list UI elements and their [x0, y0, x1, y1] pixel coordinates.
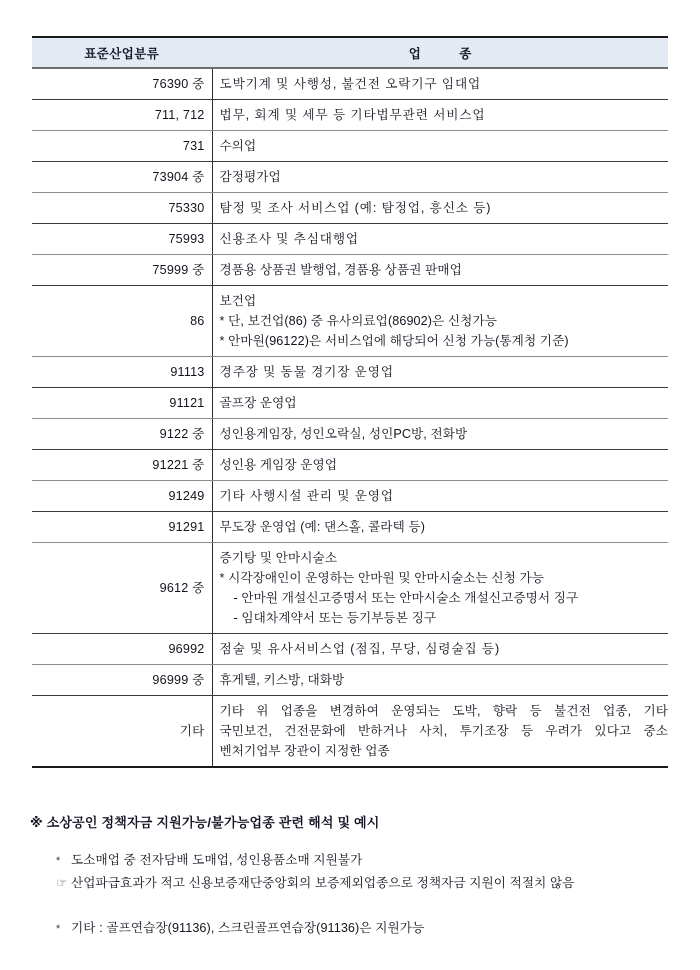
cell-industry-code: 91291: [32, 512, 212, 543]
cell-industry-name: [212, 162, 668, 193]
table-row: [32, 68, 668, 100]
footnote-text: 산업파급효과가 적고 신용보증재단중앙회의 보증제외업종으로 정책자금 지원이 적절치 않음: [71, 876, 575, 890]
table-row: [32, 193, 668, 224]
footnote-item: [30, 917, 680, 936]
industry-name-line: 무도장 운영업 (예: 댄스홀, 콜라텍 등): [219, 520, 425, 534]
cell-industry-name: [212, 543, 668, 634]
cell-industry-name: [212, 224, 668, 255]
industry-name-line: 신용조사 및 추심대행업: [219, 232, 359, 246]
table-row: [32, 255, 668, 286]
table-header: [32, 37, 668, 68]
footnotes-list: [30, 849, 680, 936]
table-row: [32, 100, 668, 131]
cell-industry-name: [212, 388, 668, 419]
industry-name-line: 증기탕 및 안마시술소: [219, 551, 338, 565]
industry-name-line: 국민보건, 건전문화에 반하거나 사치, 투기조장 등 우려가 있다고 중소: [219, 724, 668, 738]
cell-industry-code: 91221 중: [32, 450, 212, 481]
footnote-item: [30, 849, 680, 868]
column-header-name: [212, 37, 668, 68]
table-row: [32, 419, 668, 450]
cell-industry-code: 75993: [32, 224, 212, 255]
industry-code-table-wrapper: [32, 36, 668, 768]
industry-name-line: 기타 사행시설 관리 및 운영업: [219, 489, 394, 503]
table-header-row: [32, 37, 668, 68]
table-row: [32, 131, 668, 162]
industry-name-line: 휴게텔, 키스방, 대화방: [219, 673, 345, 687]
industry-name-line: 탐정 및 조사 서비스업 (예: 탐정업, 흥신소 등): [219, 201, 492, 215]
table-row: [32, 388, 668, 419]
industry-name-line: 보건업: [219, 294, 257, 308]
table-row: [32, 450, 668, 481]
industry-name-line: 감정평가업: [219, 170, 281, 184]
industry-name-line: 성인용 게임장 운영업: [219, 458, 338, 472]
industry-name-line: 골프장 운영업: [219, 396, 297, 410]
cell-industry-name: [212, 68, 668, 100]
cell-industry-code: 9612 중: [32, 543, 212, 634]
cell-industry-name: [212, 255, 668, 286]
table-row: [32, 512, 668, 543]
industry-name-line: 법무, 회계 및 세무 등 기타법무관련 서비스업: [219, 108, 486, 122]
industry-name-line: 기타 위 업종을 변경하여 운영되는 도박, 향락 등 불건전 업종, 기타: [219, 704, 668, 718]
cell-industry-code: 711, 712: [32, 100, 212, 131]
cell-industry-code: 75999 중: [32, 255, 212, 286]
table-body: [32, 68, 668, 767]
table-row: [32, 634, 668, 665]
table-row: [32, 162, 668, 193]
cell-industry-code: 91113: [32, 357, 212, 388]
industry-name-line: 도박기계 및 사행성, 불건전 오락기구 임대업: [219, 77, 482, 91]
cell-industry-code: 86: [32, 286, 212, 357]
table-row: [32, 665, 668, 696]
cell-industry-name: [212, 512, 668, 543]
column-header-name-part2: 종: [459, 46, 472, 61]
industry-name-line: 벤처기업부 장관이 지정한 업종: [219, 744, 390, 758]
industry-name-line: 점술 및 유사서비스업 (점집, 무당, 심령술집 등): [219, 642, 501, 656]
cell-industry-code: 9122 중: [32, 419, 212, 450]
footnote-text: 기타 : 골프연습장(91136), 스크린골프연습장(91136)은 지원가능: [71, 921, 425, 935]
column-header-name-part1: 업: [408, 46, 422, 61]
asterisk-icon: *: [56, 855, 61, 867]
industry-name-line: - 안마원 개설신고증명서 또는 안마시술소 개설신고증명서 징구: [233, 591, 579, 605]
table-row: [32, 286, 668, 357]
cell-industry-name: [212, 193, 668, 224]
footnote-item: [30, 872, 680, 891]
cell-industry-code: 75330: [32, 193, 212, 224]
table-row: [32, 543, 668, 634]
cell-industry-name: [212, 131, 668, 162]
cell-industry-name: [212, 665, 668, 696]
table-row: [32, 481, 668, 512]
industry-name-line: * 시각장애인이 운영하는 안마원 및 안마시술소는 신청 가능: [219, 571, 545, 585]
cell-industry-code: 76390 중: [32, 68, 212, 100]
industry-name-line: * 단, 보건업(86) 중 유사의료업(86902)은 신청가능: [219, 314, 497, 328]
pointing-hand-icon: ☞: [56, 876, 68, 890]
asterisk-icon: *: [56, 923, 61, 935]
table-row: [32, 357, 668, 388]
table-row: [32, 696, 668, 768]
cell-industry-code: 96992: [32, 634, 212, 665]
cell-industry-code: 기타: [32, 696, 212, 768]
industry-name-line: * 안마원(96122)은 서비스업에 해당되어 신청 가능(통계청 기준): [219, 334, 569, 348]
cell-industry-code: 91121: [32, 388, 212, 419]
footnote-text: 도소매업 중 전자담배 도매업, 성인용품소매 지원불가: [71, 853, 363, 867]
cell-industry-name: [212, 696, 668, 768]
cell-industry-code: 91249: [32, 481, 212, 512]
cell-industry-name: [212, 419, 668, 450]
cell-industry-name: [212, 286, 668, 357]
cell-industry-name: [212, 357, 668, 388]
cell-industry-name: [212, 634, 668, 665]
industry-name-line: 성인용게임장, 성인오락실, 성인PC방, 전화방: [219, 427, 468, 441]
table-row: [32, 224, 668, 255]
industry-name-line: - 임대차계약서 또는 등기부등본 징구: [233, 611, 437, 625]
footnotes-heading: ※ 소상공인 정책자금 지원가능/불가능업종 관련 해석 및 예시: [30, 815, 380, 830]
industry-name-line: 경품용 상품권 발행업, 경품용 상품권 판매업: [219, 263, 462, 277]
industry-code-table: [32, 36, 668, 768]
cell-industry-name: [212, 450, 668, 481]
cell-industry-code: 731: [32, 131, 212, 162]
industry-name-line: 수의업: [219, 139, 257, 153]
cell-industry-name: [212, 100, 668, 131]
footnotes-section: [30, 812, 680, 940]
cell-industry-code: 96999 중: [32, 665, 212, 696]
cell-industry-name: [212, 481, 668, 512]
column-header-code: 표준산업분류: [32, 37, 212, 68]
industry-name-line: 경주장 및 동물 경기장 운영업: [219, 365, 394, 379]
cell-industry-code: 73904 중: [32, 162, 212, 193]
